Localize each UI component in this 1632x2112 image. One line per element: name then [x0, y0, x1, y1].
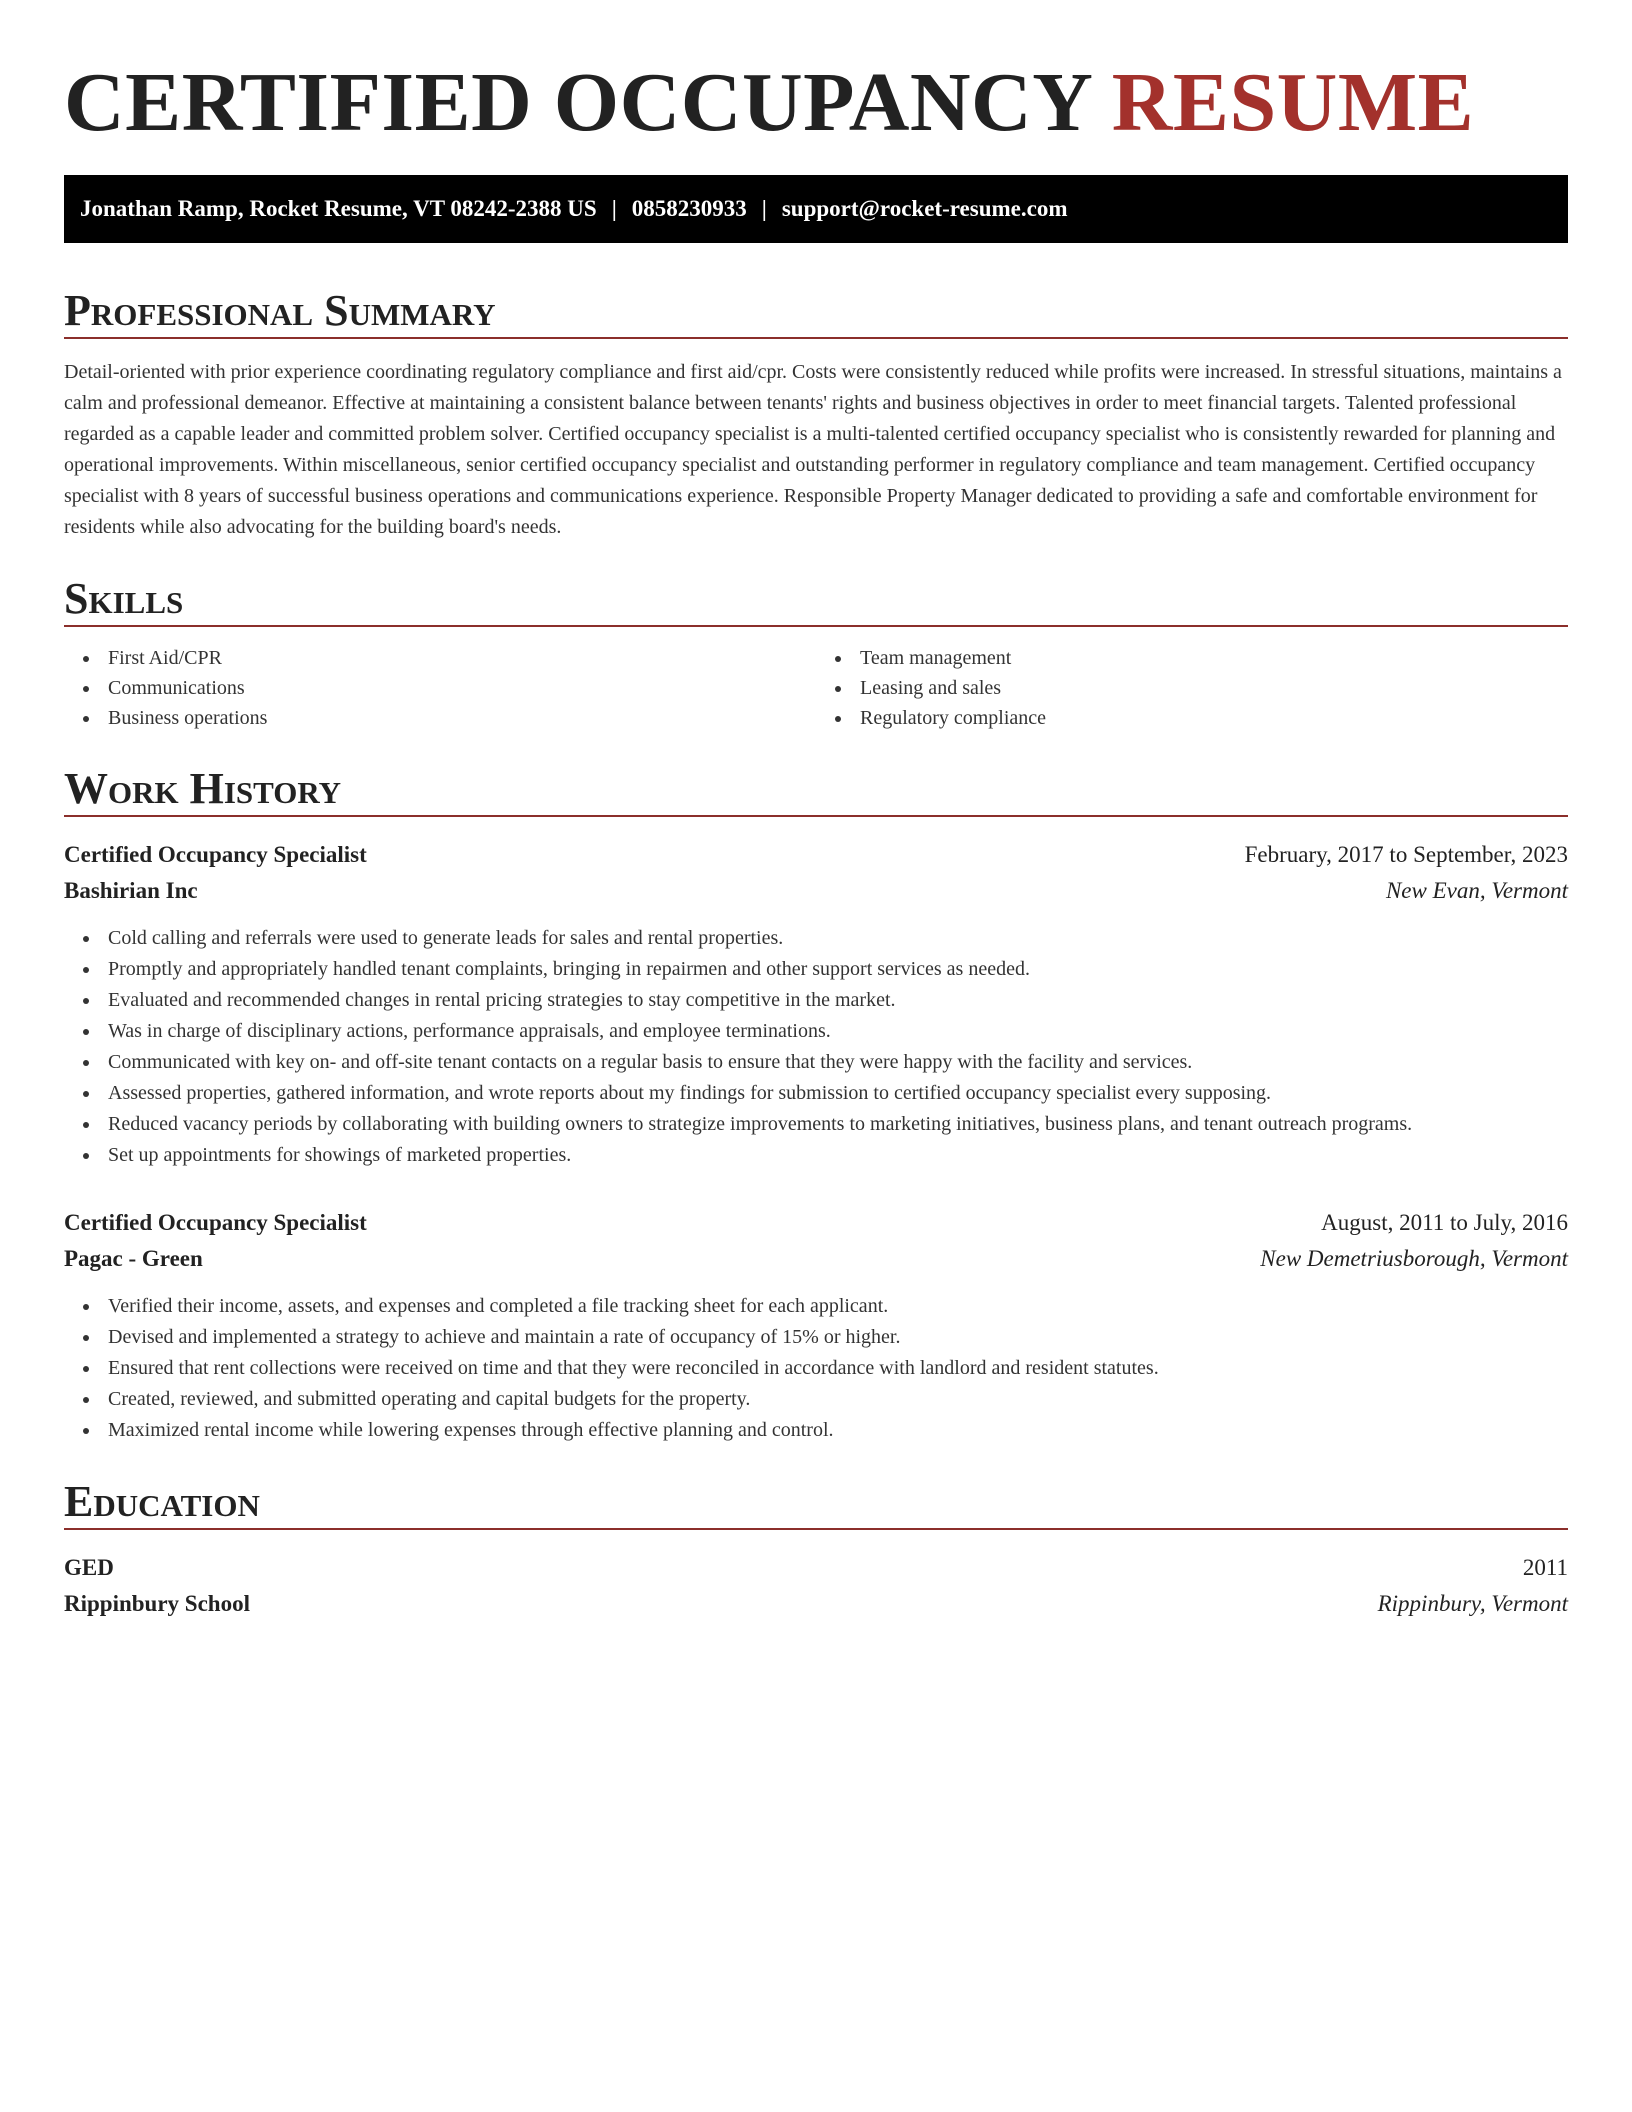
skills-heading: Skills — [64, 574, 184, 623]
skill-item: Communications — [108, 673, 816, 703]
education-year: 2011 — [1522, 1555, 1568, 1580]
job-bullet: Promptly and appropriately handled tenant complaints, bringing in repairmen and other support services as needed. — [108, 954, 1568, 985]
education-degree: GED — [64, 1555, 114, 1580]
education-heading: Education — [64, 1477, 260, 1526]
contact-separator: | — [761, 196, 767, 221]
job-bullets — [64, 923, 1568, 1171]
education-school: Rippinbury School — [64, 1591, 250, 1616]
contact-phone: 0858230933 — [631, 196, 747, 221]
skill-item: Regulatory compliance — [860, 703, 1568, 733]
job-company-row — [64, 873, 1568, 909]
section-divider — [64, 337, 1568, 339]
resume-title-main: CERTIFIED OCCUPANCY — [64, 56, 1091, 149]
skills-column-right — [816, 643, 1568, 733]
skill-item: Leasing and sales — [860, 673, 1568, 703]
job-bullet: Maximized rental income while lowering expenses through effective planning and control. — [108, 1415, 1568, 1446]
job-bullets — [64, 1291, 1568, 1446]
job-company-row — [64, 1241, 1568, 1277]
job-dates: August, 2011 to July, 2016 — [1321, 1210, 1568, 1235]
job-title: Certified Occupancy Specialist — [64, 1210, 367, 1235]
skills-column-left — [64, 643, 816, 733]
education-school-row — [64, 1586, 1568, 1622]
job-company: Bashirian Inc — [64, 878, 198, 903]
job-title: Certified Occupancy Specialist — [64, 842, 367, 867]
section-divider — [64, 1528, 1568, 1530]
contact-separator: | — [611, 196, 617, 221]
job-location: New Evan, Vermont — [1385, 878, 1568, 903]
job-bullet: Cold calling and referrals were used to generate leads for sales and rental properties. — [108, 923, 1568, 954]
job-header-row — [64, 1205, 1568, 1241]
job-bullet: Set up appointments for showings of marketed properties. — [108, 1140, 1568, 1171]
job-dates: February, 2017 to September, 2023 — [1244, 842, 1568, 867]
education-degree-row — [64, 1550, 1568, 1586]
skills-section — [64, 573, 1568, 733]
skill-item: Team management — [860, 643, 1568, 673]
section-divider — [64, 815, 1568, 817]
job-company: Pagac - Green — [64, 1246, 203, 1271]
summary-text: Detail-oriented with prior experience coordinating regulatory compliance and first aid/cpr. Costs were consistently reduced while profits were increased. In stressful situations, maintains a calm and professional demeanor. Effective at maintaining a consistent balance between tenants' rights and business objectives in order to meet financial targets. Talented professional regarded as a capable leader and committed problem solver. Certified occupancy specialist is a multi-talented certified occupancy specialist who is consistently rewarded for planning and operational improvements. Within miscellaneous, senior certified occupancy specialist and outstanding performer in regulatory compliance and team management. Certified occupancy specialist with 8 years of successful business operations and communications experience. Responsible Property Manager dedicated to providing a safe and comfortable environment for residents while also advocating for the building board's needs. — [64, 361, 1562, 538]
work-section — [64, 763, 1568, 1446]
education-section — [64, 1476, 1568, 1622]
education-entry — [64, 1550, 1568, 1622]
contact-email: support@rocket-resume.com — [781, 196, 1068, 221]
contact-bar — [64, 175, 1568, 243]
skills-grid — [64, 643, 1568, 733]
job-bullet: Communicated with key on- and off-site tenant contacts on a regular basis to ensure that they were happy with the facility and services. — [108, 1047, 1568, 1078]
job-bullet: Was in charge of disciplinary actions, performance appraisals, and employee terminations. — [108, 1016, 1568, 1047]
job-bullet: Created, reviewed, and submitted operating and capital budgets for the property. — [108, 1384, 1568, 1415]
job-entry — [64, 837, 1568, 1171]
job-entry — [64, 1205, 1568, 1446]
summary-section — [64, 285, 1568, 543]
job-bullet: Reduced vacancy periods by collaborating with building owners to strategize improvements to marketing initiatives, business plans, and tenant outreach programs. — [108, 1109, 1568, 1140]
skill-item: First Aid/CPR — [108, 643, 816, 673]
job-bullet: Verified their income, assets, and expenses and completed a file tracking sheet for each applicant. — [108, 1291, 1568, 1322]
resume-title — [64, 55, 1568, 151]
education-location: Rippinbury, Vermont — [1377, 1591, 1568, 1616]
job-bullet: Devised and implemented a strategy to achieve and maintain a rate of occupancy of 15% or higher. — [108, 1322, 1568, 1353]
job-bullet: Evaluated and recommended changes in rental pricing strategies to stay competitive in the market. — [108, 985, 1568, 1016]
contact-address: Jonathan Ramp, Rocket Resume, VT 08242-2388 US — [80, 196, 597, 221]
job-location: New Demetriusborough, Vermont — [1260, 1246, 1568, 1271]
job-bullet: Ensured that rent collections were received on time and that they were reconciled in accordance with landlord and resident statutes. — [108, 1353, 1568, 1384]
job-header-row — [64, 837, 1568, 873]
section-divider — [64, 625, 1568, 627]
summary-heading: Professional Summary — [64, 286, 496, 335]
resume-title-accent: RESUME — [1111, 56, 1475, 149]
job-bullet: Assessed properties, gathered information, and wrote reports about my findings for submission to certified occupancy specialist every supposing. — [108, 1078, 1568, 1109]
skill-item: Business operations — [108, 703, 816, 733]
work-heading: Work History — [64, 764, 342, 813]
